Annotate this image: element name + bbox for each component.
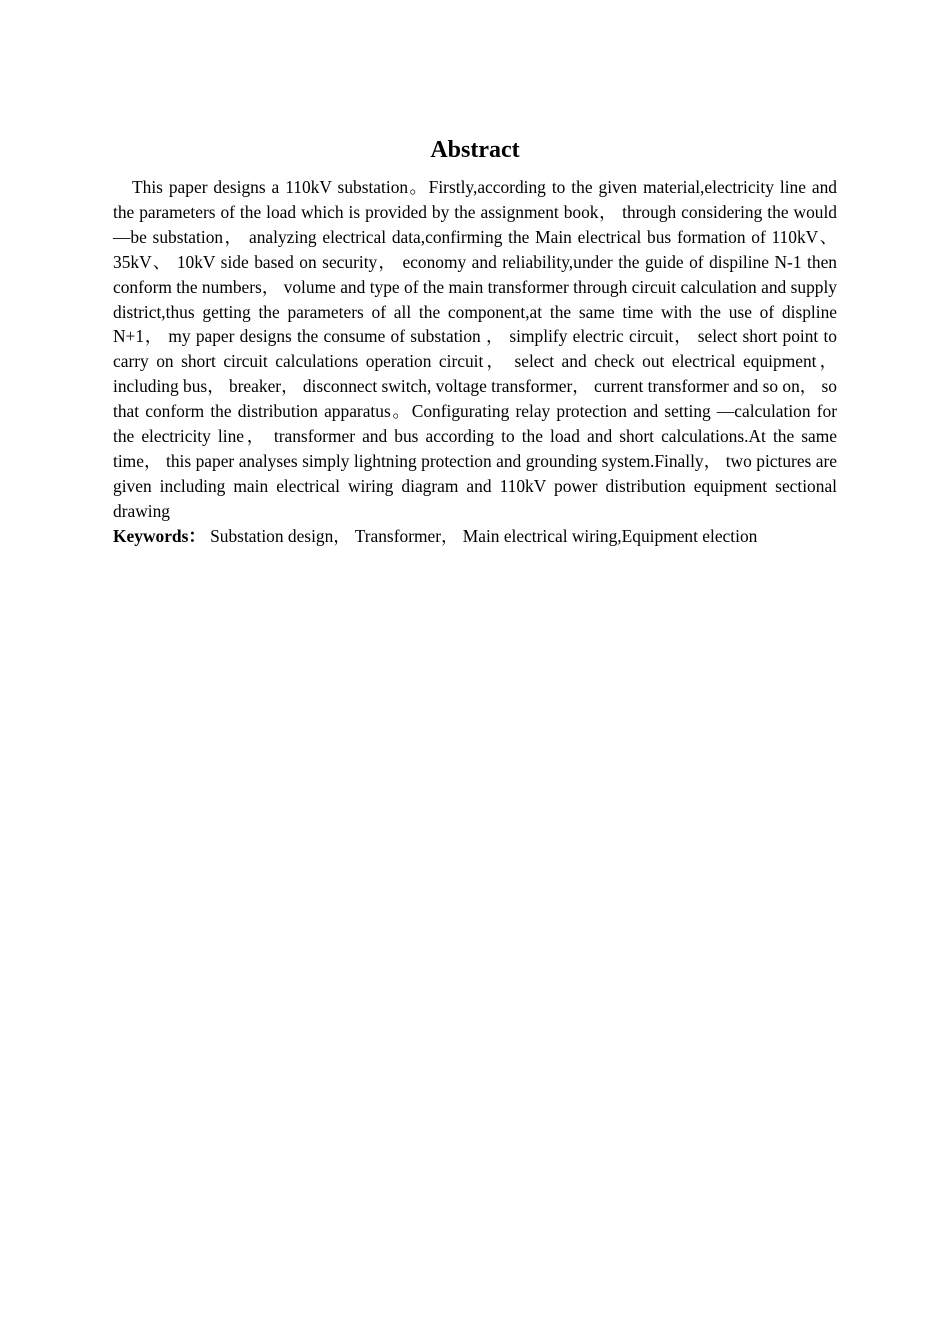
abstract-body: This paper designs a 110kV substation。Firstly,according to the given material,electricity line and the parameters of the load which is provided by the assignment book， through considering the would—be substation， analyzing electrical data,confirming the Main electrical bus formation of 110kV、 35kV、 10kV side based on security， economy and reliability,under the guide of dispiline N-1 then conform the numbers， volume and type of the main transformer through circuit calculation and supply district,thus getting the parameters of all the component,at the same time with the use of displine N+1， my paper designs the consume of substation ， simplify electric circuit， select short point to carry on short circuit calculations operation circuit， select and check out electrical equipment， including bus， breaker， disconnect switch, voltage transformer， current transformer and so on， so that conform the distribution apparatus。Configurating relay protection and setting —calculation for the electricity line， transformer and bus according to the load and short calculations.At the same time， this paper analyses simply lightning protection and grounding system.Finally， two pictures are given including main electrical wiring diagram and 110kV power distribution equipment sectional drawing — [113, 177, 837, 521]
keywords-line — [113, 524, 837, 549]
abstract-section — [113, 133, 837, 549]
abstract-title: Abstract — [430, 137, 520, 163]
keywords-text: Substation design， Transformer， Main electrical wiring,Equipment election — [210, 525, 758, 546]
keywords-label: Keywords： — [113, 525, 206, 546]
